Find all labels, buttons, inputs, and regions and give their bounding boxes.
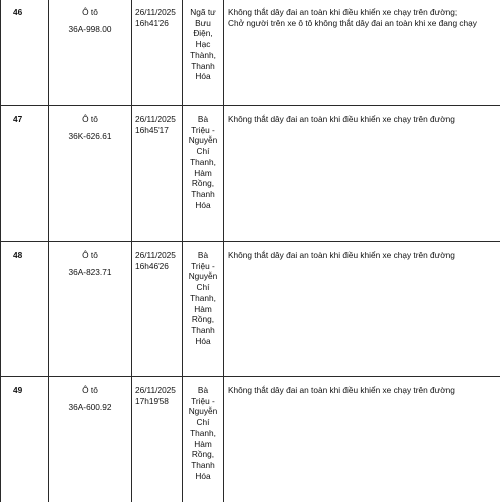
violation-text: Không thắt dây đai an toàn khi điều khiển xe chạy trên đường xyxy=(228,385,455,395)
violation-cell xyxy=(224,242,500,377)
location-line: Thanh, xyxy=(190,427,216,438)
row-number: 47 xyxy=(1,106,49,242)
location-cell xyxy=(183,242,224,377)
location-line: Hóa xyxy=(195,71,211,82)
license-plate: 36A-823.71 xyxy=(68,266,112,277)
violation-text: Không thắt dây đai an toàn khi điều khiển xe chạy trên đường; xyxy=(228,7,458,17)
violation-cell xyxy=(224,106,500,242)
location-line: Rồng, xyxy=(191,314,215,325)
time-cell xyxy=(132,377,183,502)
location-line: Thanh, xyxy=(190,292,216,303)
location-line: Chí xyxy=(196,146,210,157)
violation-time: 16h45'17 xyxy=(135,124,169,135)
vehicle-cell xyxy=(49,242,132,377)
violation-date: 26/11/2025 xyxy=(135,385,176,395)
time-cell xyxy=(132,242,183,377)
location-cell xyxy=(183,0,224,106)
location-line: Nguyễn xyxy=(188,406,218,417)
vehicle-type: Ô tô xyxy=(82,114,98,124)
vehicle-type: Ô tô xyxy=(82,385,98,395)
vehicle-cell xyxy=(49,377,132,502)
location-line: Thanh xyxy=(191,60,215,71)
location-line: Hàm xyxy=(194,438,212,449)
table-row xyxy=(1,0,500,106)
location-line: Hóa xyxy=(195,470,211,481)
location-line: Hóa xyxy=(195,199,211,210)
table-row xyxy=(1,106,500,242)
location-line: Nguyễn xyxy=(188,271,218,282)
location-line: Chí xyxy=(196,417,210,428)
location-line: Chí xyxy=(196,282,210,293)
location-line: Triệu - xyxy=(191,395,215,406)
violation-text: Không thắt dây đai an toàn khi điều khiển xe chạy trên đường xyxy=(228,114,455,124)
violation-time: 17h19'58 xyxy=(135,395,169,406)
table-row xyxy=(1,377,500,502)
location-line: Rồng, xyxy=(191,449,215,460)
violation-text: Không thắt dây đai an toàn khi điều khiển xe chạy trên đường xyxy=(228,250,455,260)
location-line: Thanh xyxy=(191,188,215,199)
vehicle-cell xyxy=(49,0,132,106)
table-row xyxy=(1,242,500,377)
violation-time: 16h46'26 xyxy=(135,260,169,271)
vehicle-type: Ô tô xyxy=(82,7,98,17)
location-line: Bà xyxy=(197,114,209,124)
location-line: Thanh, xyxy=(190,156,216,167)
location-line: Nguyễn xyxy=(188,135,218,146)
location-line: Hóa xyxy=(195,335,211,346)
location-line: Rồng, xyxy=(191,178,215,189)
location-line: Bưu xyxy=(195,17,211,28)
location-cell xyxy=(183,377,224,502)
location-line: Triệu - xyxy=(191,260,215,271)
location-cell xyxy=(183,106,224,242)
location-line: Ngã tư xyxy=(190,7,216,17)
location-line: Hàm xyxy=(194,303,212,314)
location-line: Hạc xyxy=(195,39,211,50)
row-number: 46 xyxy=(1,0,49,106)
location-line: Hàm xyxy=(194,167,212,178)
location-line: Bà xyxy=(197,385,209,395)
violation-date: 26/11/2025 xyxy=(135,250,176,260)
vehicle-type: Ô tô xyxy=(82,250,98,260)
violation-date: 26/11/2025 xyxy=(135,7,176,17)
license-plate: 36K-626.61 xyxy=(68,130,112,141)
location-line: Bà xyxy=(197,250,209,260)
time-cell xyxy=(132,106,183,242)
vehicle-cell xyxy=(49,106,132,242)
license-plate: 36A-998.00 xyxy=(68,23,112,34)
violation-date: 26/11/2025 xyxy=(135,114,176,124)
location-line: Điện, xyxy=(193,28,213,39)
location-line: Thanh xyxy=(191,324,215,335)
violation-time: 16h41'26 xyxy=(135,17,169,28)
time-cell xyxy=(132,0,183,106)
row-number: 48 xyxy=(1,242,49,377)
violation-cell xyxy=(224,0,500,106)
location-line: Thành, xyxy=(190,49,216,60)
violation-text: Chở người trên xe ô tô không thắt dây đai an toàn khi xe đang chạy xyxy=(228,17,477,28)
row-number: 49 xyxy=(1,377,49,502)
location-line: Triệu - xyxy=(191,124,215,135)
license-plate: 36A-600.92 xyxy=(68,401,112,412)
violation-cell xyxy=(224,377,500,502)
location-line: Thanh xyxy=(191,459,215,470)
